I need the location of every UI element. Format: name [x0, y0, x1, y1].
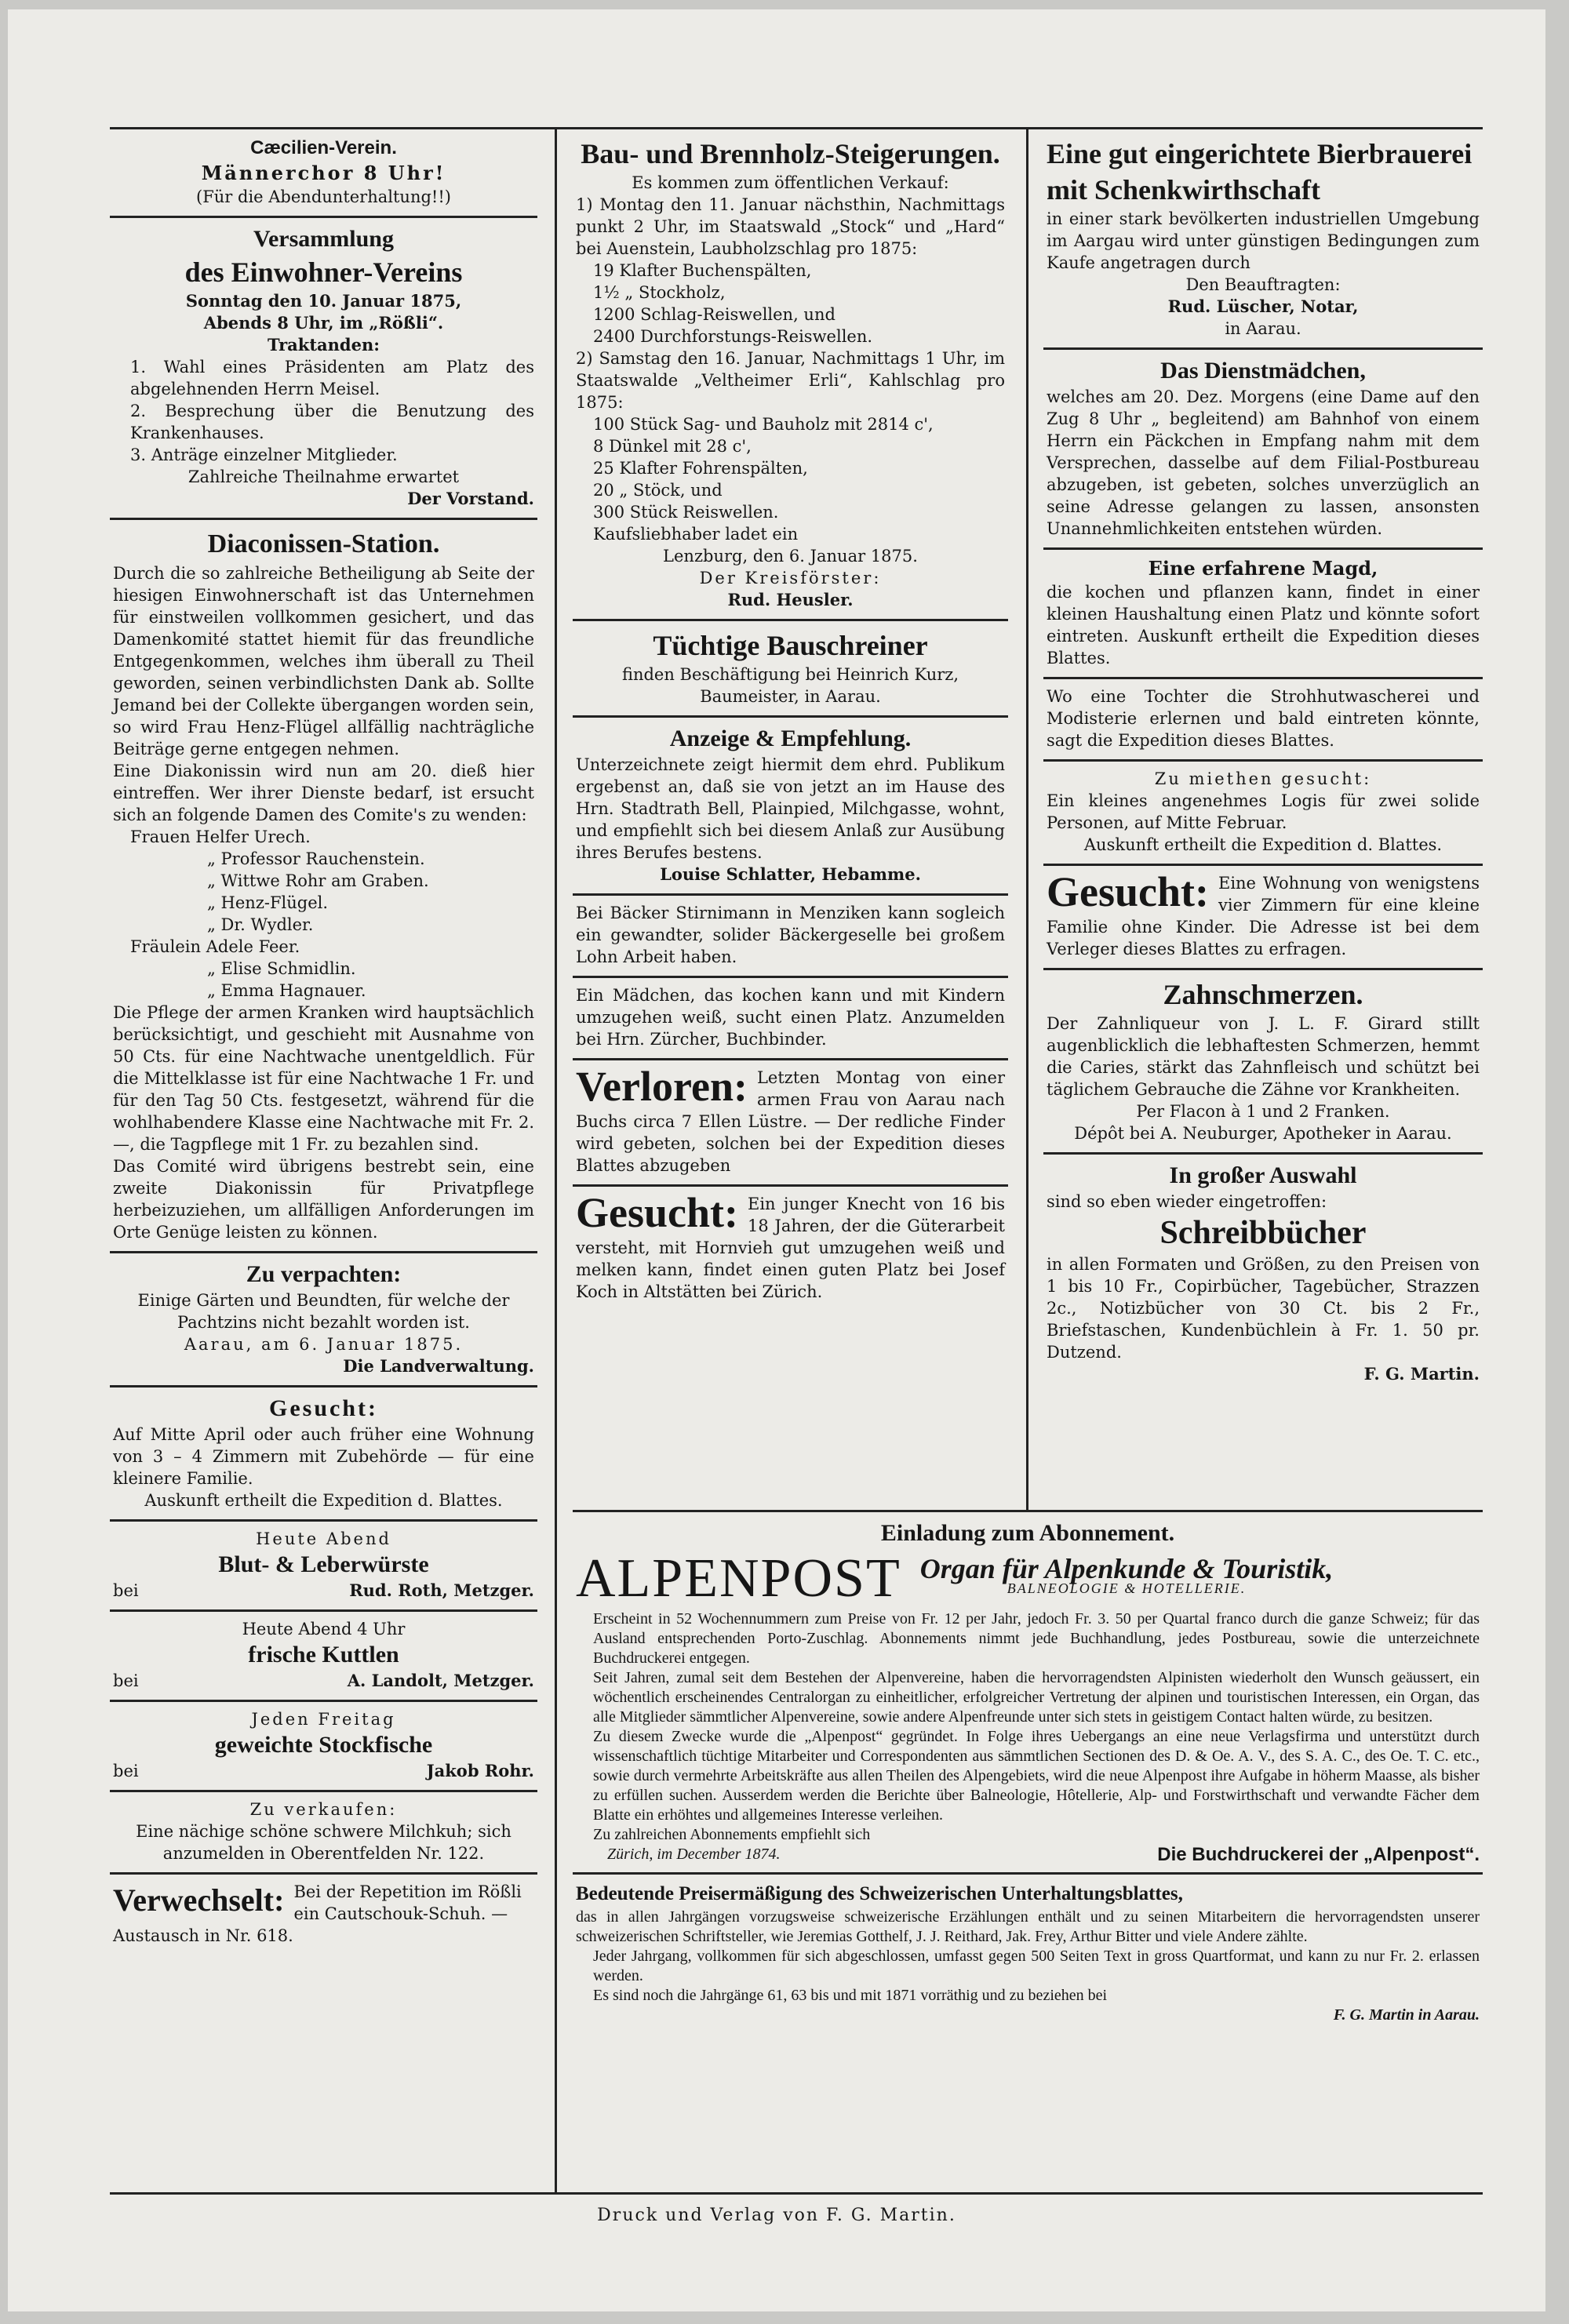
alpenpost-dateline: Zürich, im December 1874.	[607, 1846, 781, 1863]
gesucht-wohnung-ad	[110, 1387, 537, 1522]
verwechselt-title: Verwechselt:	[113, 1882, 285, 1918]
magd-title: Eine erfahrene Magd,	[1148, 557, 1378, 580]
verpachten-dateline: Aarau, am 6. Januar 1875.	[184, 1335, 464, 1354]
kuttlen-bei: bei	[113, 1671, 139, 1690]
diaconissen-frauen-label: Frauen Helfer Urech.	[130, 827, 311, 846]
alpenpost-logo: ALPENPOST	[576, 1548, 901, 1609]
brennholz-list2-item: 300 Stück Reiswellen.	[593, 503, 779, 522]
magd-text: die kochen und pflanzen kann, findet in einer kleinen Haushaltung einen Platz und könnte sofort eintreten. Auskunft ertheilt die Expedition dieses Blattes.	[1047, 583, 1480, 667]
gesucht-familie-ad	[1043, 866, 1483, 970]
einwohner-item: 3. Anträge einzelner Mitglieder.	[130, 446, 398, 464]
verkaufen-ad	[110, 1792, 537, 1875]
diaconissen-para2: Eine Diakonissin wird nun am 20. dieß hier eintreffen. Wer ihrer Dienste bedarf, ist ersucht sich an folgende Damen des Comite's zu wenden:	[113, 762, 534, 824]
blutwurst-name: Rud. Roth, Metzger.	[349, 1580, 534, 1600]
diaconissen-frau: „ Henz-Flügel.	[207, 893, 329, 912]
verwechselt-text: Bei der Repetition im Rößli ein Cautschouk-Schuh. — Austausch in Nr. 618.	[113, 1882, 522, 1945]
unterhaltungsblatt-signature: F. G. Martin in Aarau.	[1333, 2006, 1480, 2024]
miethen-info: Auskunft ertheilt die Expedition d. Blattes.	[1083, 835, 1443, 854]
brennholz-list1-item: 1200 Schlag-Reiswellen, und	[593, 305, 835, 324]
verpachten-ad	[110, 1253, 537, 1387]
brennholz-closing: Kaufsliebhaber ladet ein	[593, 525, 799, 544]
blutwurst-bei: bei	[113, 1581, 139, 1600]
kuttlen-name: A. Landolt, Metzger.	[347, 1671, 534, 1690]
brauerei-text: in einer stark bevölkerten industriellen Umgebung im Aargau wird unter günstigen Bedingungen zum Kaufe angetragen durch	[1047, 209, 1480, 272]
brennholz-p2: 2) Samstag den 16. Januar, Nachmittags 1 Uhr, im Staatswalde „Veltheimer Erli“, Kahlschlag pro 1875:	[576, 349, 1005, 412]
dienstmaedchen-ad	[1043, 350, 1483, 550]
anzeige-text: Unterzeichnete zeigt hiermit dem ehrd. Publikum ergebenst an, daß sie von jetzt an im Hause des Hrn. Stadtrath Bell, Plainpied, Milchgasse, wohnt, und empfiehlt sich bei diesem Anlaß zur Ausübung ihres Berufes bestens.	[576, 755, 1005, 862]
verloren-ad	[573, 1060, 1008, 1187]
wide-ads	[573, 1510, 1483, 2033]
brennholz-list2-item: 100 Stück Sag- und Bauholz mit 2814 c',	[593, 415, 934, 434]
alpenpost-organ: Organ für Alpenkunde & Touristik,	[919, 1553, 1334, 1584]
alpenpost-para4: Zu zahlreichen Abonnements empfiehlt sich	[593, 1826, 871, 1843]
bauschreiner-text: finden Beschäftigung bei Heinrich Kurz, Baumeister, in Aarau.	[621, 665, 959, 706]
diaconissen-frau: „ Professor Rauchenstein.	[207, 849, 425, 868]
brennholz-list1-item: 2400 Durchforstungs-Reiswellen.	[593, 327, 873, 346]
unterhaltungsblatt-title: Bedeutende Preisermäßigung des Schweizerischen Unterhaltungsblattes,	[576, 1883, 1183, 1904]
caecilien-ad	[110, 129, 537, 218]
gesucht-wohnung-title: Gesucht:	[269, 1395, 378, 1421]
dienstmaedchen-text: welches am 20. Dez. Morgens (eine Dame auf den Zug 8 Uhr „ begleitend) am Bahnhof von einem Herrn ein Päckchen in Empfang nahm mit dem Versprechen, dasselbe auf dem Filial-Postbureau abzugeben, ist gebeten, solches unverzüglich an seine Adresse gelangen zu lassen, ansonsten Unannehmlichkeiten entstehen würden.	[1047, 387, 1480, 538]
gesucht-wohnung-info: Auskunft ertheilt die Expedition d. Blattes.	[144, 1491, 503, 1510]
brennholz-intro: Es kommen zum öffentlichen Verkauf:	[632, 173, 949, 192]
unterhaltungsblatt-para2: Jeder Jahrgang, vollkommen für sich abgeschlossen, umfasst gegen 500 Seiten Text in gross Quartformat, und kann zu nur Fr. 2. erlassen werden.	[593, 1948, 1480, 1984]
gesucht-familie-title: Gesucht:	[1047, 868, 1209, 915]
miethen-title: Zu miethen gesucht:	[1154, 769, 1372, 788]
brennholz-list2-item: 8 Dünkel mit 28 c',	[593, 437, 752, 456]
brauerei-signature: Rud. Lüscher, Notar,	[1167, 296, 1359, 316]
brennholz-ad	[573, 129, 1008, 621]
maedchen-ad: Ein Mädchen, das kochen kann und mit Kindern umzugehen weiß, sucht einen Platz. Anzumelden bei Hrn. Zürcher, Buchbinder.	[573, 978, 1008, 1060]
verkaufen-text: Eine nächige schöne schwere Milchkuh; sich anzumelden in Oberentfelden Nr. 122.	[136, 1822, 511, 1863]
caecilien-title: Cæcilien-Verein.	[250, 137, 397, 158]
verkaufen-title: Zu verkaufen:	[249, 1800, 398, 1819]
alpenpost-subtitle: BALNEOLOGIE & HOTELLERIE.	[1007, 1580, 1247, 1596]
schreibbuecher-sub: sind so eben wieder eingetroffen:	[1047, 1192, 1327, 1211]
blutwurst-ad	[110, 1522, 537, 1612]
verpachten-title: Zu verpachten:	[246, 1261, 402, 1287]
tochter-ad: Wo eine Tochter die Strohhutwascherei und Modisterie erlernen und bald eintreten könnte, sagt die Expedition dieses Blattes.	[1043, 679, 1483, 762]
schreibbuecher-ad	[1043, 1155, 1483, 1393]
brennholz-list2-item: 20 „ Stöck, und	[593, 481, 723, 500]
brauerei-place: in Aarau.	[1225, 319, 1301, 338]
anzeige-ad	[573, 718, 1008, 896]
diaconissen-frau: „ Wittwe Rohr am Graben.	[207, 871, 429, 890]
kuttlen-head: Heute Abend 4 Uhr	[242, 1620, 406, 1638]
brennholz-dateline: Lenzburg, den 6. Januar 1875.	[663, 547, 918, 566]
miethen-text: Ein kleines angenehmes Logis für zwei solide Personen, auf Mitte Februar.	[1047, 791, 1480, 832]
diaconissen-ad	[110, 520, 537, 1253]
column-rule-2	[1026, 129, 1028, 1510]
einwohner-ad	[110, 218, 537, 520]
verpachten-text: Einige Gärten und Beundten, für welche der Pachtzins nicht bezahlt worden ist.	[137, 1291, 510, 1332]
einwohner-date: Sonntag den 10. Januar 1875,	[185, 291, 462, 311]
kuttlen-ad	[110, 1612, 537, 1702]
unterhaltungsblatt-ad	[573, 1875, 1483, 2033]
zahnschmerzen-price: Per Flacon à 1 und 2 Franken.	[1136, 1102, 1390, 1121]
brennholz-role: Der Kreisförster:	[699, 569, 882, 587]
advert-frame	[110, 127, 1483, 2195]
schreibbuecher-text: in allen Formaten und Größen, zu den Preisen von 1 bis 10 Fr., Copirbücher, Tagebücher, Strazzen 2c., Notizbücher von 30 Ct. bis 2 Fr., Briefstaschen, Kundenbüchlein à Fr. 1. 50 pr. Dutzend.	[1047, 1255, 1480, 1362]
stockfische-head: Jeden Freitag	[251, 1710, 396, 1729]
diaconissen-fraeulein: „ Emma Hagnauer.	[207, 981, 366, 1000]
diaconissen-fraeulein: „ Elise Schmidlin.	[207, 959, 356, 978]
diaconissen-frau: „ Dr. Wydler.	[207, 915, 314, 934]
caecilien-line1: Männerchor 8 Uhr!	[201, 162, 446, 184]
stockfische-name: Jakob Rohr.	[426, 1761, 534, 1780]
alpenpost-para2: Seit Jahren, zumal seit dem Bestehen der Alpenvereine, haben die hervorragendsten Alpinisten wiederholt den Wunsch geäussert, ein wöchentlich erscheinendes Centralorgan zu einheitlicher, erfolgreicher Vertretung der alpinen und touristischen Interessen, ein Organ, das alle Mitglieder sämmtlicher Alpenvereine, sowie andere Alpenfreunde unter sich stets in geistigem Contact halten würde, zu besitzen.	[593, 1669, 1480, 1726]
einwohner-time: Abends 8 Uhr, im „Rößli“.	[203, 313, 444, 333]
imprint: Druck und Verlag von F. G. Martin.	[597, 2206, 956, 2225]
alpenpost-signature: Die Buchdruckerei der „Alpenpost“.	[1157, 1844, 1480, 1865]
column-rule-1	[555, 129, 557, 2192]
diaconissen-para4: Das Comité wird übrigens bestrebt sein, eine zweite Diakonissin für Privatpflege herbeizuziehen, um allfälligen Anforderungen im Orte Genüge leisten zu können.	[113, 1157, 534, 1242]
diaconissen-para1: Durch die so zahlreiche Betheiligung ab Seite der hiesigen Einwohnerschaft ist das Unternehmen für einstweilen vollkommen gesichert, und das Damenkomité stattet hiemit für das freundliche Entgegenkommen, welches ihm überall zu Theil geworden, seinen verbindlichsten Dank ab. Sollte Jemand bei der Collekte übergangen worden sein, so wird Frau Henz-Flügel allfällig nachträgliche Beiträge gerne entgegen nehmen.	[113, 564, 534, 758]
alpenpost-para1: Erscheint in 52 Wochennummern zum Preise von Fr. 12 per Jahr, jedoch Fr. 3. 50 per Quartal franco durch die ganze Schweiz; für das Ausland entsprechenden Porto-Zuschlag. Abonnements nimmt jede Buchhandlung, jedes Postbureau, sowie die unterzeichnete Buchdruckerei entgegen.	[593, 1610, 1480, 1667]
dienstmaedchen-title: Das Dienstmädchen,	[1160, 358, 1366, 384]
verloren-text: Letzten Montag von einer armen Frau von Aarau nach Buchs circa 7 Ellen Lüstre. — Der redliche Finder wird gebeten, solchen bei der Expedition dieses Blattes abzugeben	[576, 1068, 1005, 1175]
newspaper-page	[8, 9, 1545, 2311]
zahnschmerzen-ad	[1043, 970, 1483, 1155]
caecilien-line2: (Für die Abendunterhaltung!!)	[196, 187, 451, 206]
gesucht-knecht-title: Gesucht:	[576, 1189, 738, 1236]
brennholz-p1: 1) Montag den 11. Januar nächsthin, Nachmittags punkt 2 Uhr, im Staatswald „Stock“ und „Hard“ bei Auenstein, Laubholzschlag pro 1875:	[576, 195, 1005, 258]
blutwurst-title: Blut- & Leberwürste	[218, 1551, 429, 1577]
stockfische-bei: bei	[113, 1762, 139, 1780]
einwohner-item: 2. Besprechung über die Benutzung des Krankenhauses.	[130, 402, 534, 442]
einwohner-title1: Versammlung	[253, 226, 394, 252]
zahnschmerzen-depot: Dépôt bei A. Neuburger, Apotheker in Aarau.	[1074, 1124, 1452, 1143]
schreibbuecher-head: In großer Auswahl	[1169, 1162, 1357, 1188]
bauschreiner-ad	[573, 621, 1008, 718]
magd-ad	[1043, 550, 1483, 679]
brauerei-role: Den Beauftragten:	[1185, 275, 1341, 294]
einwohner-traktanden: Traktanden:	[268, 335, 380, 355]
diaconissen-fraeulein-label: Fräulein Adele Feer.	[130, 937, 300, 956]
bauschreiner-title: Tüchtige Bauschreiner	[653, 630, 928, 661]
brennholz-signature: Rud. Heusler.	[727, 590, 854, 609]
verloren-title: Verloren:	[576, 1063, 748, 1110]
einwohner-item: 1. Wahl eines Präsidenten am Platz des abgelehnenden Herrn Meisel.	[130, 358, 534, 398]
einwohner-title2: des Einwohner-Vereins	[184, 256, 463, 288]
verpachten-signature: Die Landverwaltung.	[343, 1356, 534, 1376]
unterhaltungsblatt-para3: Es sind noch die Jahrgänge 61, 63 bis und mit 1871 vorräthig und zu beziehen bei	[593, 1987, 1108, 2004]
blutwurst-head: Heute Abend	[256, 1529, 391, 1548]
anzeige-signature: Louise Schlatter, Hebamme.	[660, 864, 921, 884]
kuttlen-title: frische Kuttlen	[248, 1642, 399, 1668]
schreibbuecher-title: Schreibbücher	[1159, 1215, 1367, 1251]
brennholz-list1-item: 19 Klafter Buchenspälten,	[593, 261, 812, 280]
brennholz-list2-item: 25 Klafter Fohrenspälten,	[593, 459, 808, 478]
brauerei-ad	[1043, 129, 1483, 350]
brennholz-title: Bau- und Brennholz-Steigerungen.	[581, 138, 1000, 169]
brauerei-title: Eine gut eingerichtete Bierbrauerei mit Schenkwirthschaft	[1047, 138, 1473, 205]
unterhaltungsblatt-para1: das in allen Jahrgängen vorzugsweise schweizerische Erzählungen enthält und zu seinen Mitarbeitern die hervorragendsten unserer schweizerischen Schriftsteller, wie Jeremias Gotthelf, J. J. Reithard, Jak. Frey, Arthur Bitter und viele Andere zählte.	[576, 1908, 1480, 1945]
einwohner-signature: Der Vorstand.	[407, 489, 534, 508]
gesucht-familie-text: Eine Wohnung von wenigstens vier Zimmern für eine kleine Familie ohne Kinder. Die Adresse ist bei dem Verleger dieses Blattes zu erfragen.	[1047, 874, 1480, 958]
alpenpost-para3: Zu diesem Zwecke wurde die „Alpenpost“ gegründet. In Folge ihres Uebergangs an eine neue Verlagsfirma und unterstützt durch wissenschaftlich tüchtige Mitarbeiter und Correspondenten aus sämmtlichen Sectionen des D. & Oe. A. V., des S. A. C., des Oe. T. C. etc., sowie durch vermehrte Arbeitskräfte aus allen Theilen des Alpengebiets, wird die neue Alpenpost ihre Aufgabe in höherm Maasse, als bisher zu erfüllen suchen. Ausserdem werden die Berichte über Balneologie, Hôtellerie, Alp- und Forstwirthschaft und verwandte Fächer dem Blatte ein erhöhtes und allgemeines Interesse verleihen.	[593, 1728, 1480, 1824]
gesucht-wohnung-text: Auf Mitte April oder auch früher eine Wohnung von 3 – 4 Zimmern mit Zubehörde — für eine kleinere Familie.	[113, 1425, 534, 1488]
einwohner-closing: Zahlreiche Theilnahme erwartet	[187, 467, 460, 486]
stockfische-title: geweichte Stockfische	[214, 1732, 433, 1758]
alpenpost-einladung: Einladung zum Abonnement.	[880, 1520, 1175, 1546]
miethen-ad	[1043, 762, 1483, 866]
schreibbuecher-signature: F. G. Martin.	[1363, 1364, 1480, 1384]
gesucht-knecht-ad	[573, 1187, 1008, 1311]
verwechselt-ad	[110, 1875, 537, 1955]
brennholz-list1-item: 1½ „ Stockholz,	[593, 283, 726, 302]
diaconissen-title: Diaconissen-Station.	[207, 529, 440, 558]
column-left	[110, 129, 537, 2192]
stockfische-ad	[110, 1702, 537, 1792]
zahnschmerzen-title: Zahnschmerzen.	[1163, 979, 1363, 1010]
gesucht-knecht-text: Ein junger Knecht von 16 bis 18 Jahren, der die Güterarbeit versteht, mit Hornvieh gut umzugehen weiß und melken kann, findet einen guten Platz bei Josef Koch in Altstätten bei Zürich.	[576, 1195, 1005, 1301]
alpenpost-ad	[573, 1510, 1483, 1875]
anzeige-title: Anzeige & Empfehlung.	[669, 726, 912, 751]
baecker-ad: Bei Bäcker Stirnimann in Menziken kann sogleich ein gewandter, solider Bäckergeselle bei großem Lohn Arbeit haben.	[573, 896, 1008, 978]
diaconissen-para3: Die Pflege der armen Kranken wird hauptsächlich berücksichtigt, und geschieht mit Ausnahme von 50 Cts. für eine Nachtwache unentgeldlich. Für die Mittelklasse ist für eine Nachtwache 1 Fr. und für den Tag 50 Cts. festgesetzt, während für die wohlhabendere Klasse eine Nachtwache mit Fr. 2. —, die Tagpflege mit 1 Fr. zu bezahlen sind.	[113, 1003, 534, 1154]
zahnschmerzen-text: Der Zahnliqueur von J. L. F. Girard stillt augenblicklich die lebhaftesten Schmerzen, hemmt die Caries, stärkt das Zahnfleisch und schützt bei täglichem Gebrauche die Zähne vor Krankheiten.	[1047, 1014, 1480, 1099]
